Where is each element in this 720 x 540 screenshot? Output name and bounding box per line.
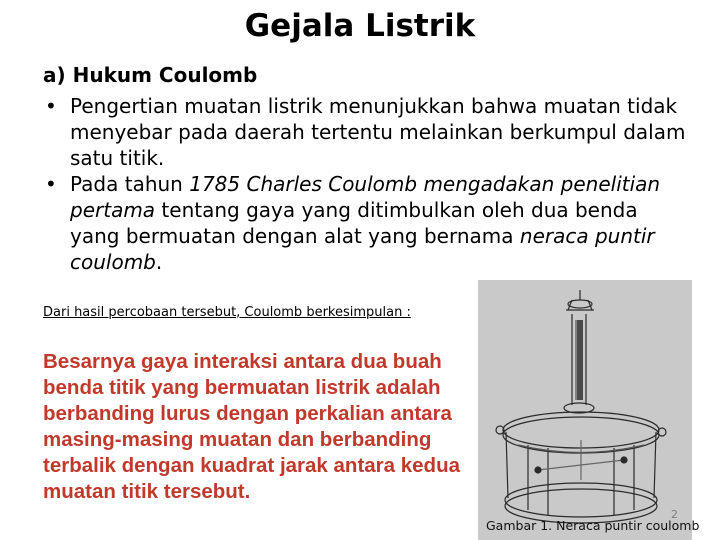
- bullet-text-history-3: tentang gaya yang ditimbulkan oleh dua benda yang bermuatan dengan alat yang bernama: [70, 198, 638, 248]
- bullet-list: [43, 93, 693, 275]
- torsion-balance-figure: [478, 280, 692, 540]
- figure-caption: Gambar 1. Neraca puntir coulomb: [486, 518, 700, 533]
- bullet-text-definition: Pengertian muatan listrik menunjukkan bahwa muatan tidak menyebar pada daerah tertentu melainkan berkumpul dalam satu titik.: [70, 94, 686, 170]
- conclusion-lead: Dari hasil percobaan tersebut, Coulomb berkesimpulan :: [43, 305, 411, 320]
- bullet-text-history-4: neraca puntir coulomb: [70, 224, 655, 274]
- section-heading: a) Hukum Coulomb: [43, 63, 258, 87]
- page-number: 2: [671, 508, 678, 521]
- bullet-item-definition: [43, 93, 693, 171]
- slide-title: Gejala Listrik: [244, 8, 476, 44]
- bullet-icon: •: [45, 94, 57, 118]
- bullet-text-history-1: Pada tahun: [70, 172, 190, 196]
- bullet-icon: •: [45, 172, 57, 196]
- bullet-text-history-5: .: [155, 250, 163, 274]
- coulomb-statement: Besarnya gaya interaksi antara dua buah benda titik yang bermuatan listrik adalah berbanding lurus dengan perkalian antara masing-masing muatan dan berbanding terbalik dengan kuadrat jarak antara kedua muatan titik tersebut.: [43, 350, 460, 503]
- torsion-balance-drawing: [478, 280, 692, 540]
- bullet-item-history: [43, 171, 693, 275]
- bullet-text-history-2: 1785 Charles Coulomb mengadakan penelitian pertama: [70, 172, 661, 222]
